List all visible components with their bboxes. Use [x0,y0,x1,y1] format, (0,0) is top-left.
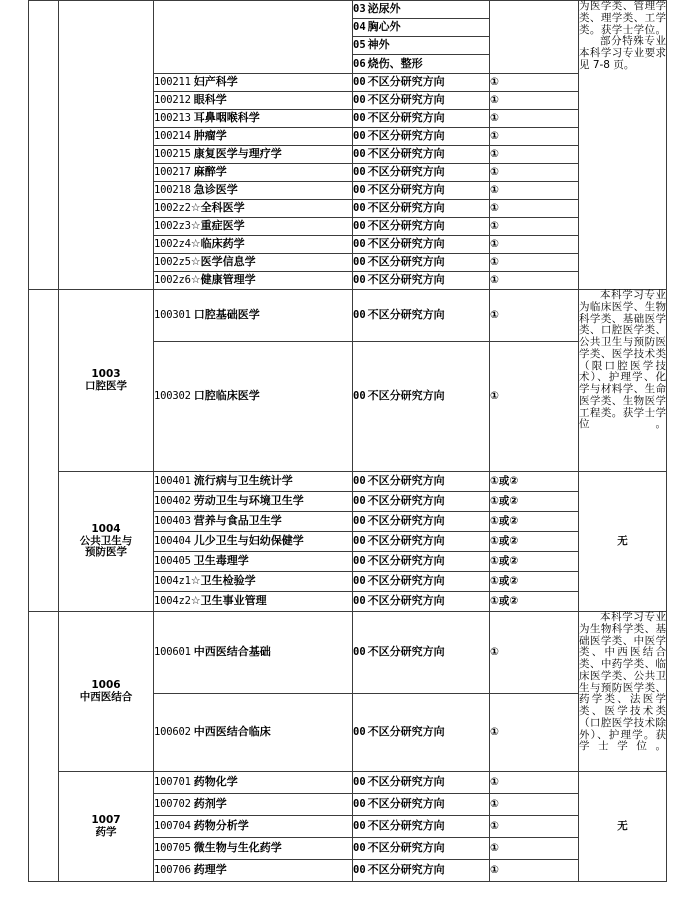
major-cell [154,816,353,838]
direction-cell [353,1,490,19]
direction-cell [353,592,490,612]
direction-cell [353,838,490,860]
direction-cell [353,37,490,55]
direction-name: 不区分研究方向 [367,534,445,548]
major-code: 100402 [154,495,191,508]
major-name: 营养与食品卫生学 [193,514,282,528]
direction-code: 00 [353,555,366,568]
major-cell [154,794,353,816]
major-cell [154,200,353,218]
direction-cell [353,128,490,146]
direction-code: 04 [353,21,366,34]
table-row [29,1,667,19]
exam-cell: ①或② [490,512,579,532]
direction-cell [353,182,490,200]
direction-name: 不区分研究方向 [367,389,445,403]
direction-cell [353,694,490,772]
major-name: 口腔临床医学 [193,389,260,403]
major-code: 100601 [154,646,191,659]
direction-code: 03 [353,3,366,16]
direction-name: 烧伤、整形 [367,56,423,70]
discipline-name: 口腔医学 [85,379,127,392]
major-cell [154,272,353,290]
direction-code: 00 [353,130,366,143]
direction-name: 不区分研究方向 [367,183,445,197]
direction-cell [353,146,490,164]
major-cell [154,772,353,794]
direction-cell [353,290,490,342]
major-cell [154,694,353,772]
major-code: 100705 [154,842,191,855]
major-cell [154,342,353,472]
direction-cell [353,552,490,572]
exam-cell: ① [490,838,579,860]
discipline-code: 1006 [91,678,121,691]
direction-code: 00 [353,535,366,548]
exam-cell: ① [490,816,579,838]
major-cell [154,110,353,128]
exam-cell: ①或② [490,532,579,552]
direction-code: 00 [353,575,366,588]
direction-cell [353,816,490,838]
major-name: ☆临床药学 [190,237,245,251]
exam-cell: ①或② [490,492,579,512]
direction-name: 不区分研究方向 [367,165,445,179]
discipline-code: 1004 [91,522,121,535]
exam-cell: ① [490,218,579,236]
major-name: ☆全科医学 [190,201,245,215]
major-name: 妇产科学 [193,75,238,89]
major-cell [154,254,353,272]
direction-name: 泌尿外 [367,2,401,16]
direction-name: 不区分研究方向 [367,574,445,588]
discipline-cell-1003 [59,290,154,472]
direction-cell [353,74,490,92]
major-code: 100602 [154,726,191,739]
major-code: 100215 [154,148,191,161]
direction-cell [353,572,490,592]
discipline-name: 公共卫生与 [79,534,133,547]
major-cell [154,74,353,92]
direction-name: 不区分研究方向 [367,93,445,107]
major-code: 100301 [154,309,191,322]
direction-code: 00 [353,820,366,833]
direction-name: 不区分研究方向 [367,819,445,833]
note-1002-line2: 部分特殊专业本科学习专业要求见 7-8 页。 [579,35,666,71]
major-cell [154,492,353,512]
discipline-code: 1007 [91,813,121,826]
major-cell [154,218,353,236]
direction-code: 00 [353,864,366,877]
direction-name: 不区分研究方向 [367,201,445,215]
major-cell [154,128,353,146]
note-cell-1004: 无 [579,472,667,612]
major-code: 100211 [154,76,191,89]
exam-cell: ① [490,290,579,342]
note-1003-text: 本科学习专业为临床医学、生物科学类、基础医学类、口腔医学类、公共卫生与预防医学类、医学技术类（限口腔医学技术）、护理学、化学与材料学、生命医学类、生物医学工程类。获学士学位。 [579,289,666,431]
exam-cell: ① [490,92,579,110]
major-cell [154,532,353,552]
direction-cell [353,342,490,472]
major-code: 100218 [154,184,191,197]
exam-cell: ① [490,236,579,254]
direction-cell [353,110,490,128]
exam-cell: ① [490,772,579,794]
exam-cell-empty [490,1,579,74]
exam-cell: ①或② [490,572,579,592]
major-code: 100702 [154,798,191,811]
major-name: 口腔基础医学 [193,308,260,322]
direction-cell [353,772,490,794]
exam-cell: ① [490,860,579,882]
exam-cell: ① [490,694,579,772]
direction-code: 00 [353,475,366,488]
major-code: 1002z3 [154,220,191,233]
direction-code: 00 [353,238,366,251]
direction-name: 不区分研究方向 [367,129,445,143]
major-name: 药理学 [193,863,227,877]
major-name: 药剂学 [193,797,227,811]
direction-cell [353,254,490,272]
direction-name: 神外 [367,38,390,52]
direction-cell [353,200,490,218]
discipline-cell-empty [59,1,154,290]
major-cell [154,92,353,110]
exam-cell: ① [490,612,579,694]
majors-catalog-table [28,0,667,882]
table-row [29,612,667,694]
major-code: 100212 [154,94,191,107]
direction-name: 不区分研究方向 [367,554,445,568]
major-name: 急诊医学 [193,183,238,197]
major-code: 1004z2 [154,595,191,608]
major-name: 耳鼻咽喉科学 [193,111,260,125]
exam-cell: ①或② [490,552,579,572]
discipline-name: 中西医结合 [79,690,133,703]
discipline-name-line2: 预防医学 [85,546,127,559]
exam-cell: ① [490,128,579,146]
major-name: 康复医学与理疗学 [193,147,282,161]
direction-code: 00 [353,184,366,197]
major-name: 劳动卫生与环境卫生学 [193,494,304,508]
direction-cell [353,472,490,492]
major-code: 100701 [154,776,191,789]
direction-name: 不区分研究方向 [367,273,445,287]
direction-name: 不区分研究方向 [367,75,445,89]
direction-name: 不区分研究方向 [367,514,445,528]
direction-name: 不区分研究方向 [367,594,445,608]
direction-name: 不区分研究方向 [367,474,445,488]
major-name: 卫生毒理学 [193,554,249,568]
major-code: 1002z2 [154,202,191,215]
direction-cell [353,860,490,882]
direction-code: 00 [353,148,366,161]
major-code: 100704 [154,820,191,833]
note-cell-1006 [579,612,667,772]
major-cell [154,290,353,342]
major-cell [154,572,353,592]
major-code: 1004z1 [154,575,191,588]
exam-cell: ① [490,182,579,200]
major-cell [154,592,353,612]
category-cell-empty [29,612,59,882]
direction-cell [353,794,490,816]
discipline-cell-1007 [59,772,154,882]
direction-name: 不区分研究方向 [367,111,445,125]
direction-code: 00 [353,76,366,89]
exam-cell: ① [490,74,579,92]
table-row [29,290,667,342]
direction-cell [353,612,490,694]
direction-code: 00 [353,220,366,233]
exam-cell: ① [490,164,579,182]
note-1006-text: 本科学习专业为生物科学类、基础医学类、中医学类、中西医结合类、中药学类、临床医学类、公共卫生与预防医学类、药学类、法医学类、医学技术类（口腔医学技术除外）、护理学。获学士学位。 [579,611,666,753]
major-name: 儿少卫生与妇幼保健学 [193,534,304,548]
direction-name: 不区分研究方向 [367,219,445,233]
direction-cell [353,512,490,532]
major-name: 中西医结合临床 [193,725,271,739]
exam-cell: ① [490,200,579,218]
table-row [29,472,667,492]
major-cell [154,236,353,254]
direction-code: 00 [353,495,366,508]
major-cell [154,182,353,200]
direction-code: 00 [353,166,366,179]
direction-code: 00 [353,726,366,739]
note-1002-line1: 为医学类、管理学类、理学类、工学类。获学士学位。 [579,0,666,36]
major-name: 流行病与卫生统计学 [193,474,293,488]
major-cell-empty [154,1,353,74]
discipline-code: 1003 [91,367,121,380]
exam-cell: ① [490,254,579,272]
major-code: 100403 [154,515,191,528]
direction-code: 00 [353,595,366,608]
major-code: 100214 [154,130,191,143]
discipline-cell-1004 [59,472,154,612]
major-code: 1002z6 [154,274,191,287]
direction-code: 00 [353,274,366,287]
direction-cell [353,492,490,512]
direction-name: 不区分研究方向 [367,797,445,811]
major-code: 100405 [154,555,191,568]
major-name: 肿瘤学 [193,129,227,143]
major-code: 100217 [154,166,191,179]
exam-cell: ① [490,110,579,128]
direction-code: 00 [353,776,366,789]
major-name: ☆重症医学 [190,219,245,233]
table-row [29,772,667,794]
direction-name: 不区分研究方向 [367,863,445,877]
direction-cell [353,236,490,254]
major-name: 麻醉学 [193,165,227,179]
direction-cell [353,164,490,182]
direction-code: 06 [353,57,366,70]
direction-cell [353,532,490,552]
exam-cell: ① [490,272,579,290]
major-name: ☆卫生事业管理 [190,594,267,608]
major-code: 100706 [154,864,191,877]
major-code: 100401 [154,475,191,488]
category-cell-empty [29,290,59,612]
direction-code: 00 [353,256,366,269]
direction-name: 胸心外 [367,20,401,34]
major-name: ☆医学信息学 [190,255,256,269]
direction-name: 不区分研究方向 [367,237,445,251]
major-name: 中西医结合基础 [193,645,271,659]
direction-name: 不区分研究方向 [367,308,445,322]
direction-name: 不区分研究方向 [367,645,445,659]
direction-code: 00 [353,842,366,855]
note-cell-1003 [579,290,667,472]
direction-name: 不区分研究方向 [367,494,445,508]
exam-cell: ①或② [490,472,579,492]
discipline-cell-1006 [59,612,154,772]
direction-code: 00 [353,112,366,125]
direction-name: 不区分研究方向 [367,841,445,855]
major-cell [154,612,353,694]
direction-code: 00 [353,202,366,215]
direction-name: 不区分研究方向 [367,255,445,269]
major-code: 100404 [154,535,191,548]
direction-cell [353,92,490,110]
major-cell [154,472,353,492]
major-cell [154,552,353,572]
major-name: ☆卫生检验学 [190,574,256,588]
exam-cell: ① [490,342,579,472]
direction-cell [353,55,490,74]
major-cell [154,838,353,860]
direction-cell [353,19,490,37]
major-cell [154,146,353,164]
major-name: ☆健康管理学 [190,273,256,287]
major-code: 1002z5 [154,256,191,269]
direction-cell [353,272,490,290]
direction-code: 00 [353,515,366,528]
note-cell-1007: 无 [579,772,667,882]
direction-name: 不区分研究方向 [367,147,445,161]
major-name: 微生物与生化药学 [193,841,282,855]
direction-code: 00 [353,309,366,322]
major-name: 眼科学 [193,93,227,107]
discipline-name: 药学 [95,825,117,838]
major-code: 1002z4 [154,238,191,251]
major-cell [154,860,353,882]
category-cell-empty [29,1,59,290]
major-code: 100302 [154,390,191,403]
direction-code: 05 [353,39,366,52]
direction-code: 00 [353,646,366,659]
direction-name: 不区分研究方向 [367,725,445,739]
major-code: 100213 [154,112,191,125]
direction-cell [353,218,490,236]
major-cell [154,164,353,182]
exam-cell: ①或② [490,592,579,612]
major-name: 药物分析学 [193,819,249,833]
direction-code: 00 [353,390,366,403]
exam-cell: ① [490,146,579,164]
direction-name: 不区分研究方向 [367,775,445,789]
direction-code: 00 [353,94,366,107]
direction-code: 00 [353,798,366,811]
note-cell-1002 [579,1,667,290]
exam-cell: ① [490,794,579,816]
major-name: 药物化学 [193,775,238,789]
major-cell [154,512,353,532]
